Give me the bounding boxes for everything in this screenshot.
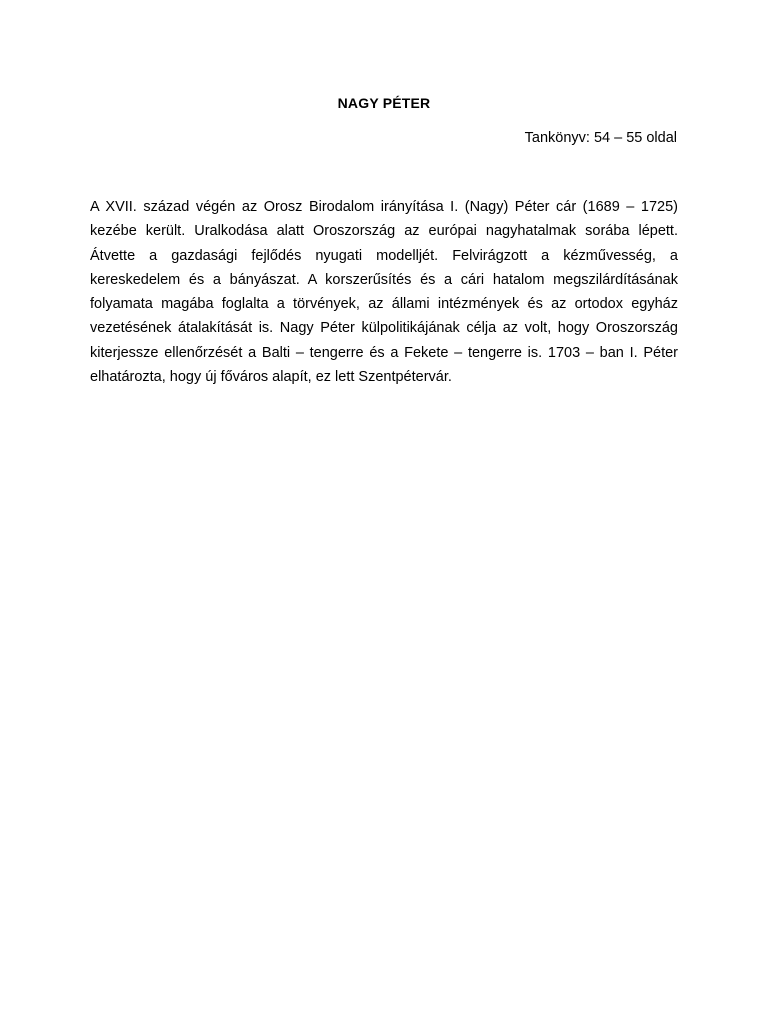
textbook-reference: Tankönyv: 54 – 55 oldal (524, 130, 677, 146)
page-title: NAGY PÉTER (337, 95, 431, 111)
body-paragraph: A XVII. század végén az Orosz Birodalom irányítása I. (Nagy) Péter cár (1689 – 1725) kezébe került. Uralkodása alatt Oroszország az európai nagyhatalmak sorába lépett. Átvette a gazdasági fejlődés nyugati modelljét. Felvirágzott a kézművesség, a kereskedelem és a bányászat. A korszerűsítés és a cári hatalom megszilárdításának folyamata magába foglalta a törvények, az állami intézmények és az ortodox egyház vezetésének átalakítását is. Nagy Péter külpolitikájának célja az volt, hogy Oroszország kiterjessze ellenőrzését a Balti – tengerre és a Fekete – tengerre is. 1703 – ban I. Péter elhatározta, hogy új főváros alapít, ez lett Szentpétervár. (90, 199, 678, 386)
